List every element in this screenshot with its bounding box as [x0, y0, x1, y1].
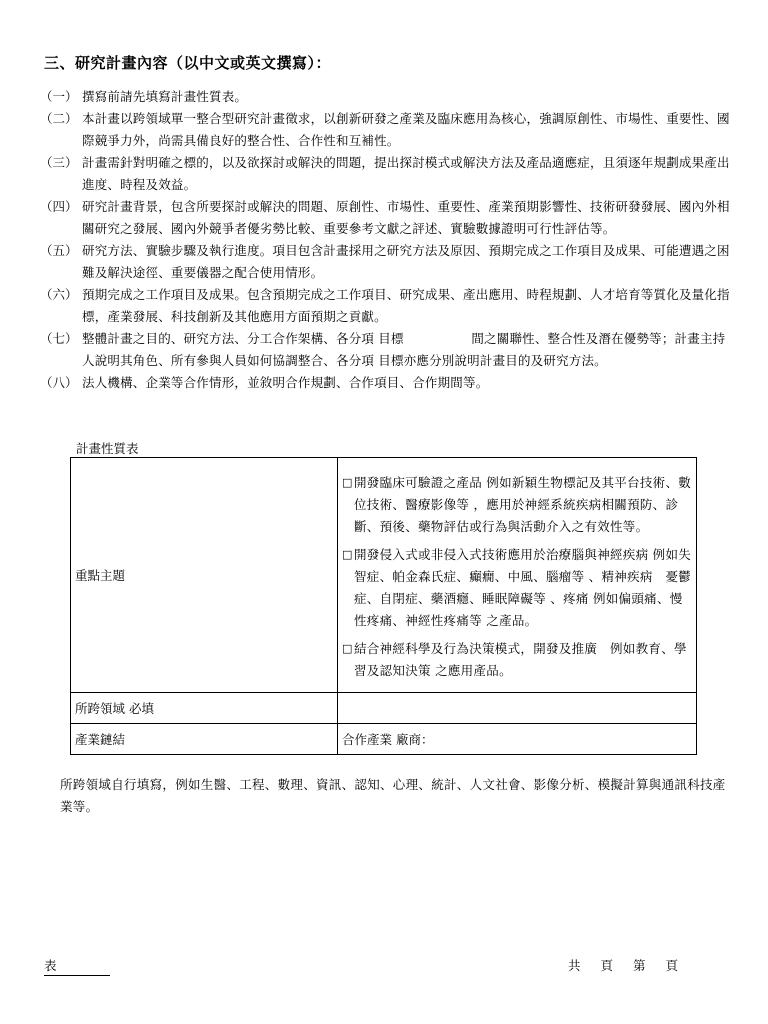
- table-row: [71, 693, 697, 724]
- theme-option: [342, 472, 692, 538]
- list-item: [40, 152, 730, 196]
- item-text: 預期完成之工作項目及成果。包含預期完成之工作項目、研究成果、產出應用、時程規劃、人才培育等質化及量化指標，產業發展、科技創新及其他應用方面預期之貢獻。: [82, 287, 730, 324]
- checkbox[interactable]: □: [342, 476, 353, 489]
- item-text: 本計畫以跨領域單一整合型研究計畫徵求，以創新研發之產業及臨床應用為核心，強調原創性、市場性、重要性、國際競爭力外，尚需具備良好的整合性、合作性和互補性。: [82, 111, 730, 148]
- item-number: （七）: [40, 331, 78, 346]
- checkbox[interactable]: □: [342, 642, 353, 655]
- section-heading: 三、研究計畫內容（以中文或英文撰寫）：: [44, 54, 332, 72]
- table-row: [71, 724, 697, 755]
- list-item: [40, 284, 730, 328]
- item-number: （四）: [40, 199, 78, 214]
- item-number: （一）: [40, 89, 78, 104]
- footer-table-label: 表: [44, 956, 110, 976]
- option-text: 開發侵入式或非侵入式技術應用於治療腦與神經疾病 例如失智症、帕金森氏症、癲癇、中風、腦瘤等 、精神疾病 憂鬱症、自閉症、藥酒癮、睡眠障礙等 、疼痛 例如偏頭痛、慢性疼痛、神經性疼痛等 之產品。: [354, 547, 692, 628]
- list-item: [40, 108, 730, 152]
- item-number: （八）: [40, 375, 78, 390]
- table-footnote: 所跨領域自行填寫，例如生醫、工程、數理、資訊、認知、心理、統計、人文社會、影像分析、模擬計算與通訊科技產業等。: [60, 777, 726, 814]
- list-item: [40, 328, 730, 372]
- item-number: （六）: [40, 287, 78, 302]
- theme-label-cell: 重點主題: [71, 458, 338, 693]
- list-item: [40, 372, 730, 394]
- item-text: 法人機構、企業等合作情形，並敘明合作規劃、合作項目、合作期間等。: [82, 375, 489, 390]
- item-text: 撰寫前請先填寫計畫性質表。: [82, 89, 248, 104]
- footer-page-count: 共頁第頁: [568, 958, 699, 973]
- table-row: [71, 458, 697, 693]
- item-text: 研究計畫背景，包含所要探討或解決的問題、原創性、市場性、重要性、產業預期影響性、技術研發發展、國內外相關研究之發展、國內外競爭者優劣勢比較、重要參考文獻之評述、實驗數據證明可行性評估等。: [82, 199, 730, 236]
- item-text: 計畫需針對明確之標的，以及欲探討或解決的問題，提出探討模式或解決方法及產品適應症，且須逐年規劃成果產出進度、時程及效益。: [82, 155, 730, 192]
- instruction-list: [40, 86, 730, 394]
- table-caption: 計畫性質表: [76, 441, 139, 456]
- industry-value-cell[interactable]: 合作產業 廠商：: [338, 724, 697, 755]
- theme-option: [342, 638, 692, 682]
- item-number: （二）: [40, 111, 78, 126]
- list-item: [40, 86, 730, 108]
- domain-value-cell[interactable]: [338, 693, 697, 724]
- checkbox[interactable]: □: [342, 548, 353, 561]
- item-text: 研究方法、實驗步驟及執行進度。項目包含計畫採用之研究方法及原因、預期完成之工作項目及成果、可能遭遇之困難及解決途徑、重要儀器之配合使用情形。: [82, 243, 730, 280]
- theme-option: [342, 544, 692, 632]
- item-text: 整體計畫之目的、研究方法、分工合作架構、各分項 目標 間之關聯性、整合性及潛在優勢等；計畫主持人說明其角色、所有參與人員如何協調整合、各分項 目標亦應分別說明計畫目的及研究方法。: [82, 331, 726, 368]
- item-number: （五）: [40, 243, 78, 258]
- option-text: 結合神經科學及行為決策模式，開發及推廣 例如教育、學習及認知決策 之應用產品。: [354, 641, 687, 678]
- list-item: [40, 196, 730, 240]
- item-number: （三）: [40, 155, 78, 170]
- industry-label-cell: 產業鏈結: [71, 724, 338, 755]
- option-text: 開發臨床可驗證之產品 例如新穎生物標記及其平台技術、數位技術、醫療影像等 ，應用於神經系統疾病相關預防、診斷、預後、藥物評估或行為與活動介入之有效性等。: [354, 475, 692, 534]
- list-item: [40, 240, 730, 284]
- theme-options-cell: [338, 458, 697, 693]
- plan-properties-table: [70, 457, 697, 755]
- domain-label-cell: 所跨領域 必填: [71, 693, 338, 724]
